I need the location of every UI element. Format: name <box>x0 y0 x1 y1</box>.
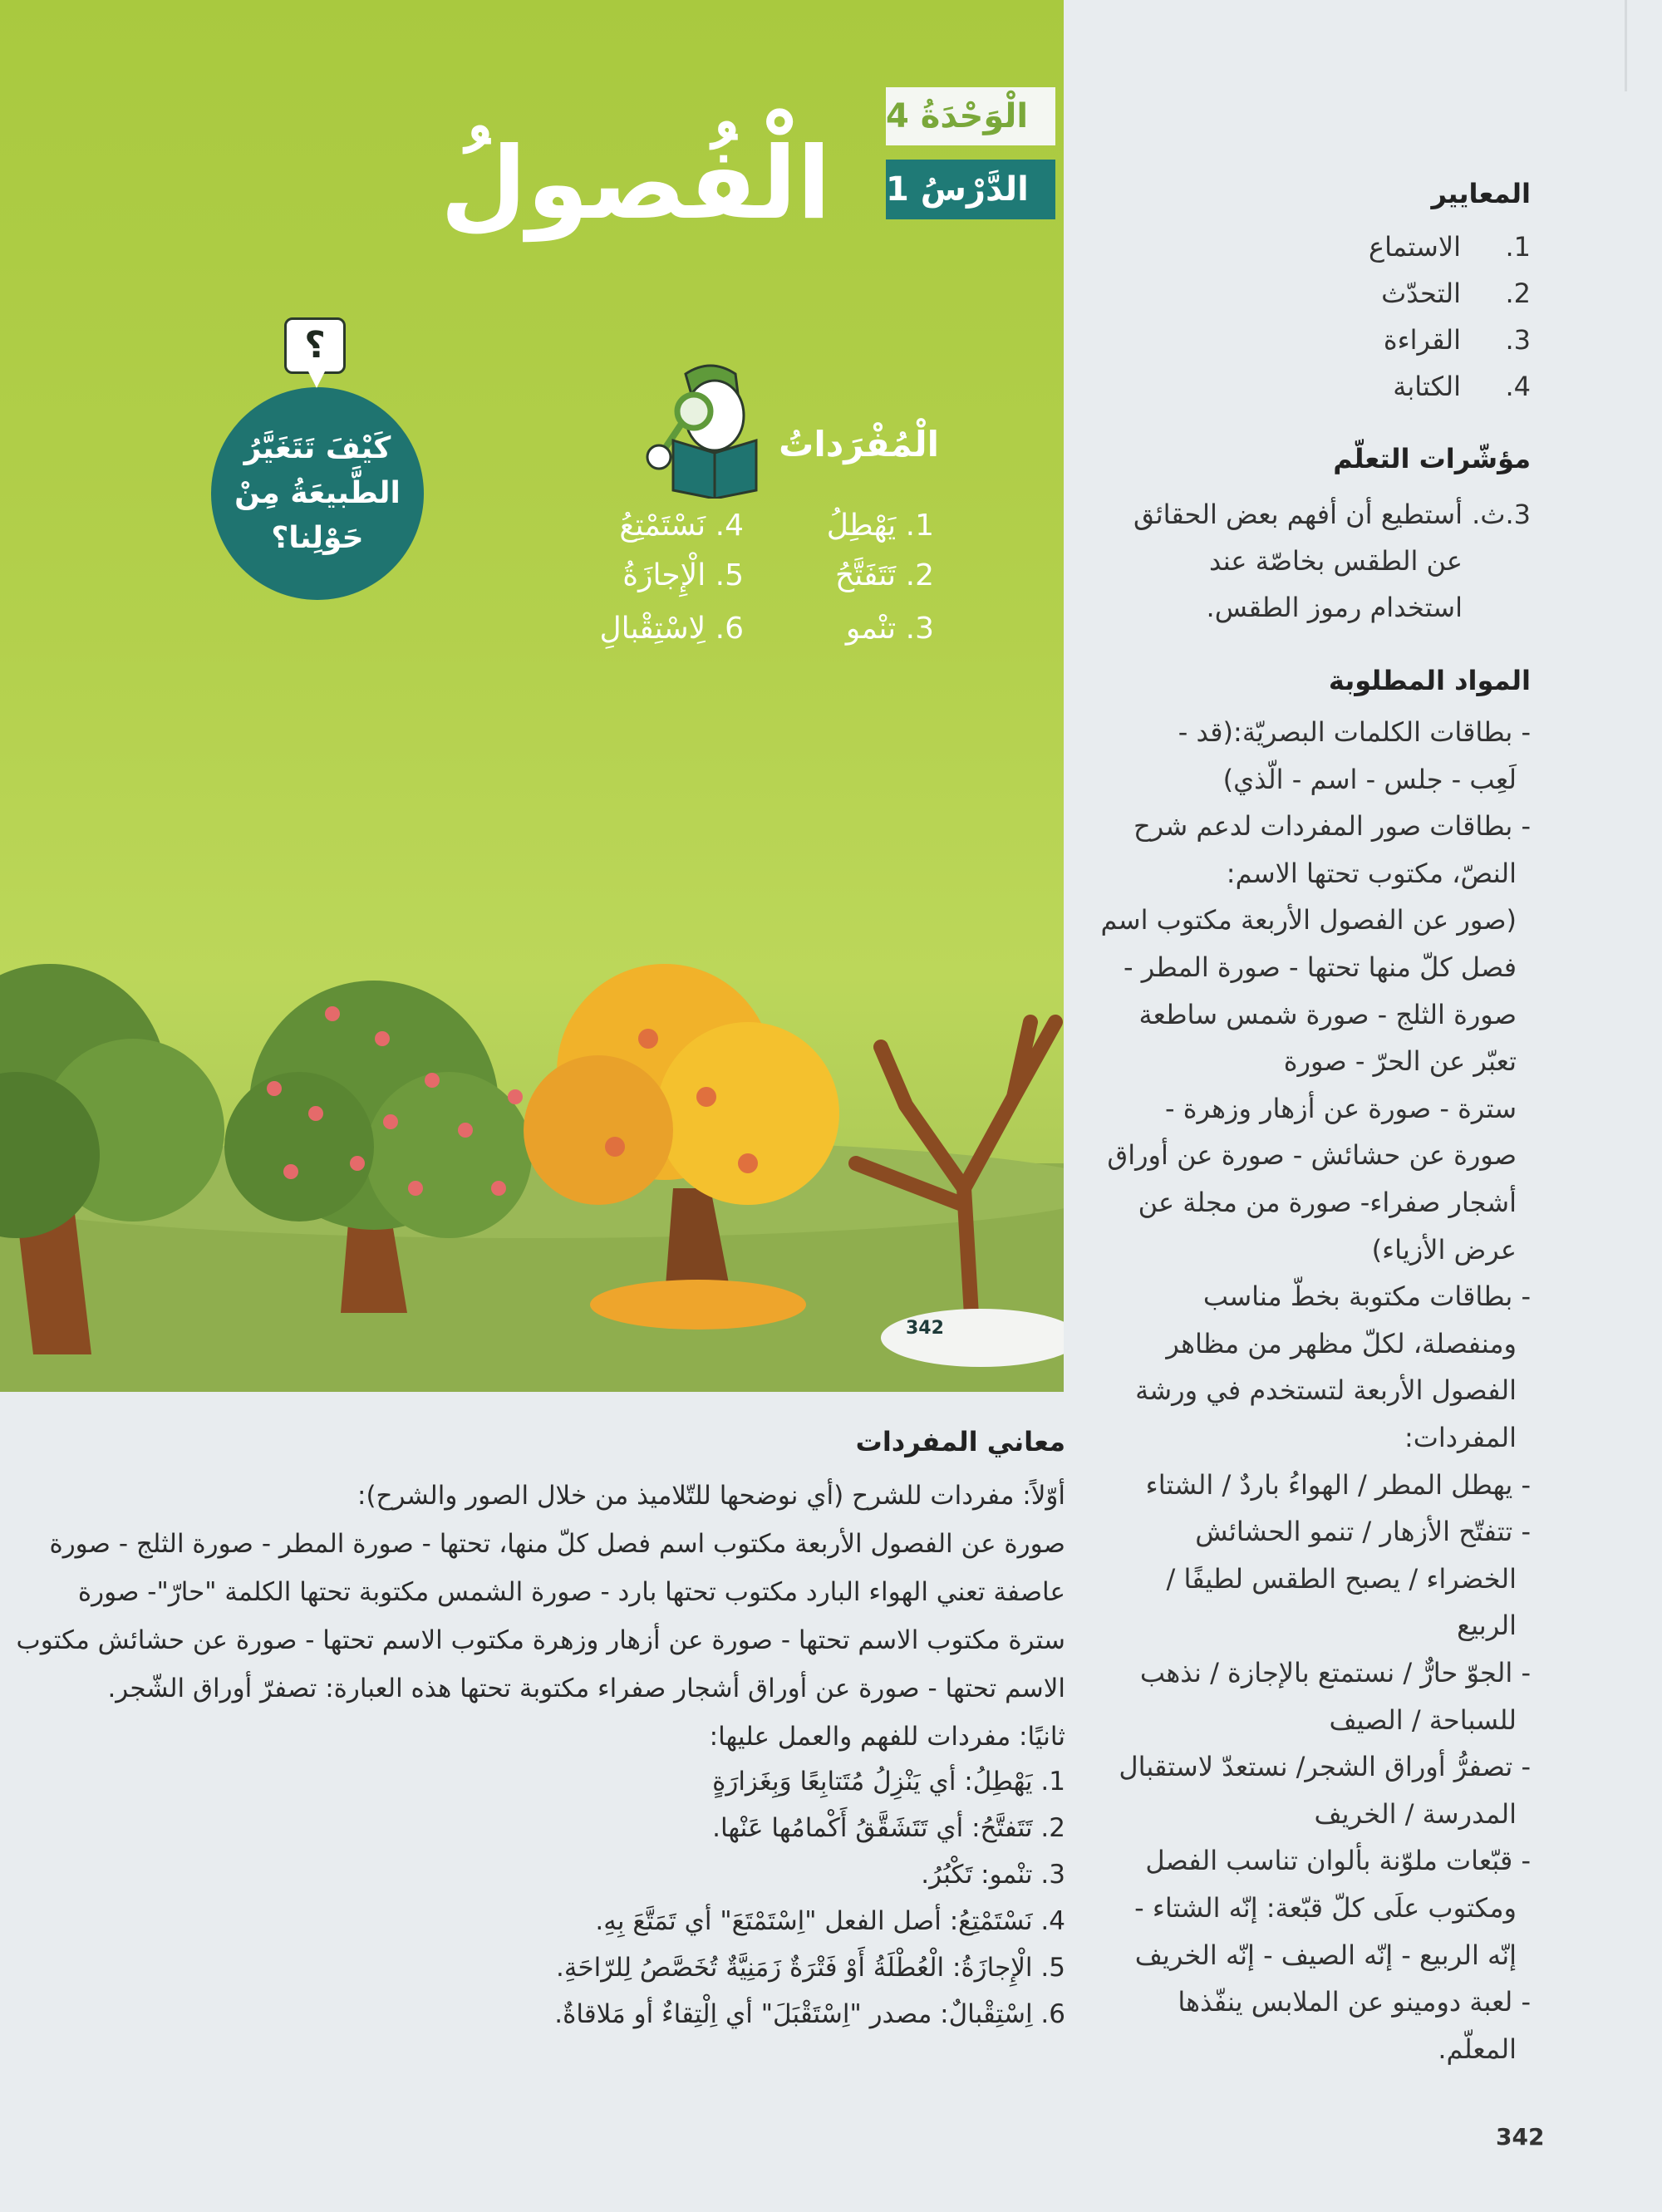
lesson-title: الْفُصولُ <box>440 126 831 242</box>
materials-line: أشجار صفراء- صورة من مجلة عن <box>1138 1187 1517 1218</box>
question-mark-text: ؟ <box>304 324 326 366</box>
materials-line: صورة الثلج - صورة شمس ساطعة <box>1138 998 1517 1030</box>
materials-line: الربيع <box>1457 1610 1517 1642</box>
materials-line: المفردات: <box>1404 1422 1517 1453</box>
materials-line: لَعِب - جلس - اسم - الّذي) <box>1222 763 1517 795</box>
materials-line: عرض الأزياء) <box>1371 1233 1517 1266</box>
materials-line: - لعبة دومينو عن الملابس ينفّذها <box>1178 1986 1531 2018</box>
materials-line: - بطاقات الكلمات البصريّة:(قد - <box>1178 716 1531 748</box>
materials-line: صورة عن حشائش - صورة عن أوراق <box>1107 1139 1517 1172</box>
vocabulary-title: الْمُفْرَداتُ <box>779 424 939 465</box>
materials-title: المواد المطلوبة <box>1328 665 1531 696</box>
materials-line: - الجوّ حارٌّ / نستمتع بالإجازة / نذهب <box>1139 1657 1531 1688</box>
meanings-line: أوّلاً: مفردات للشرح (أي نوضحها للتّلاميذ من خلال الصور والشرح): <box>357 1481 1065 1511</box>
standard-number: 2. <box>1505 278 1531 309</box>
essential-question <box>211 387 424 600</box>
meanings-item: 5. الْإِجازَةُ: الْعُطْلَةُ أَوْ فَتْرَةٌ زَمَنِيَّةٌ تُخَصَّصُ لِلرّاحَةِ. <box>555 1953 1065 1983</box>
standard-item: الكتابة <box>1393 371 1461 402</box>
standard-item: التحدّث <box>1381 278 1461 309</box>
indicator-line: أستطيع أن أفهم بعض الحقائق <box>1133 499 1463 530</box>
standard-number: 3. <box>1505 324 1531 356</box>
materials-line: النصّ، مكتوب تحتها الاسم: <box>1226 857 1517 889</box>
materials-line: المعلّم. <box>1438 2033 1517 2065</box>
meanings-item: 6. اِسْتِقْبالٌ: مصدر "اِسْتَقْبَلَ" أي اِلْتِقاءٌ أو مَلاقاةٌ. <box>554 1999 1065 2029</box>
standards-title: المعايير <box>1431 178 1531 209</box>
materials-line: إنّه الربيع - إنّه الصيف - إنّه الخريف <box>1134 1939 1517 1971</box>
materials-line: ومكتوب علَى كلّ قبّعة: إنّه الشتاء - <box>1134 1892 1517 1924</box>
meanings-item: 3. تنْمو: تَكْبُرُ. <box>921 1860 1065 1890</box>
materials-line: - بطاقات مكتوبة بخطّ مناسب <box>1202 1281 1531 1313</box>
meanings-second-title: ثانيًا: مفردات للفهم والعمل عليها: <box>709 1722 1065 1752</box>
standard-number: 1. <box>1505 231 1531 263</box>
materials-line: سترة - صورة عن أزهار وزهرة - <box>1164 1092 1517 1124</box>
illustration-page-number: 342 <box>906 1318 944 1339</box>
meanings-line: عاصفة تعني الهواء البارد مكتوب تحتها بارد - صورة الشمس مكتوبة تحتها الكلمة "حارّ"- صورة <box>77 1577 1065 1607</box>
vocabulary-item: 5. الْإِجازَةُ <box>622 558 744 592</box>
materials-line: - يهطل المطر / الهواءُ باردٌ / الشتاء <box>1145 1468 1531 1501</box>
unit-label-text: الْوَحْدَةُ 4 <box>886 97 1029 135</box>
page-edge-divider <box>1625 0 1627 91</box>
meanings-line: صورة عن الفصول الأربعة مكتوب اسم فصل كلّ منها، تحتها - صورة المطر - صورة الثلج - صورة <box>49 1529 1065 1559</box>
lesson-label <box>886 160 1055 219</box>
lesson-label-text: الدَّرْسُ 1 <box>886 170 1029 209</box>
standard-number: 4. <box>1505 371 1531 402</box>
learning-indicators-title: مؤشّرات التعلّم <box>1333 443 1531 474</box>
materials-line: الفصول الأربعة لتستخدم في ورشة <box>1135 1374 1517 1407</box>
page-number: 342 <box>1496 2123 1545 2151</box>
question-line: الطَّبيعَةُ مِنْ <box>234 476 401 510</box>
materials-line: تعبّر عن الحرّ - صورة <box>1283 1045 1517 1078</box>
standard-item: القراءة <box>1383 324 1461 356</box>
vocabulary-item: 4. نَسْتَمْتِعُ <box>619 509 744 543</box>
meanings-item: 2. تَتَفتَّحُ: أي تَتَشَقَّقُ أَكْمامُها عَنْها. <box>712 1813 1065 1843</box>
materials-line: للسباحة / الصيف <box>1329 1703 1517 1736</box>
materials-line: - تتفتّح الأزهار / تنمو الحشائش <box>1195 1516 1531 1548</box>
seasons-illustration <box>0 914 1064 1392</box>
vocabulary-item: 1. يَهْطِلُ <box>826 509 934 543</box>
question-mark-icon <box>284 317 346 374</box>
meanings-line: سترة مكتوب الاسم تحتها - صورة عن أزهار وزهرة مكتوب الاسم تحتها - صورة عن حشائش مكتوب <box>16 1625 1065 1655</box>
question-line: حَوْلِنا؟ <box>271 521 364 555</box>
question-line: كَيْفَ تَتَغَيَّرُ <box>243 431 391 465</box>
materials-line: - تصفرُّ أوراق الشجر/ نستعدّ لاستقبال <box>1119 1751 1531 1783</box>
indicator-line: عن الطقس بخاصّة عند <box>1208 545 1463 577</box>
indicator-line: استخدام رموز الطقس. <box>1206 592 1463 623</box>
vocabulary-item: 6. لِاسْتِقْبالِ <box>599 612 744 646</box>
meanings-item: 1. يَهْطِلُ: أي يَنْزِلُ مُتَتابِعًا وَبِغَزارَةٍ <box>712 1767 1065 1797</box>
meanings-line: الاسم تحتها - صورة عن أوراق أشجار صفراء مكتوبة تحتها هذه العبارة: تصفرّ أوراق الشّجر. <box>107 1674 1065 1703</box>
meanings-item: 4. نَسْتَمْتِعُ: أصل الفعل "اِسْتَمْتَعَ" أي تَمَتَّعَ بِهِ. <box>595 1906 1065 1936</box>
meanings-title: معاني المفردات <box>855 1426 1065 1457</box>
indicator-number: 3.ث. <box>1472 499 1531 530</box>
vocabulary-item: 2. تَتَفَتَّحُ <box>835 558 934 592</box>
lesson-banner <box>0 0 1064 1392</box>
materials-line: (صور عن الفصول الأربعة مكتوب اسم <box>1100 904 1517 936</box>
materials-line: - بطاقات صور المفردات لدعم شرح <box>1133 810 1531 843</box>
materials-line: ومنفصلة، لكلّ مظهر من مظاهر <box>1166 1327 1517 1359</box>
materials-line: الخضراء / يصبح الطقس لطيفًا / <box>1166 1562 1517 1595</box>
materials-line: - قبّعات ملوّنة بألوان تناسب الفصل <box>1145 1845 1531 1877</box>
unit-label <box>886 87 1055 145</box>
standard-item: الاستماع <box>1369 231 1461 263</box>
vocabulary-item: 3. تنْمو <box>845 612 934 646</box>
materials-line: فصل كلّ منها تحتها - صورة المطر - <box>1123 951 1517 983</box>
materials-line: المدرسة / الخريف <box>1314 1797 1517 1830</box>
